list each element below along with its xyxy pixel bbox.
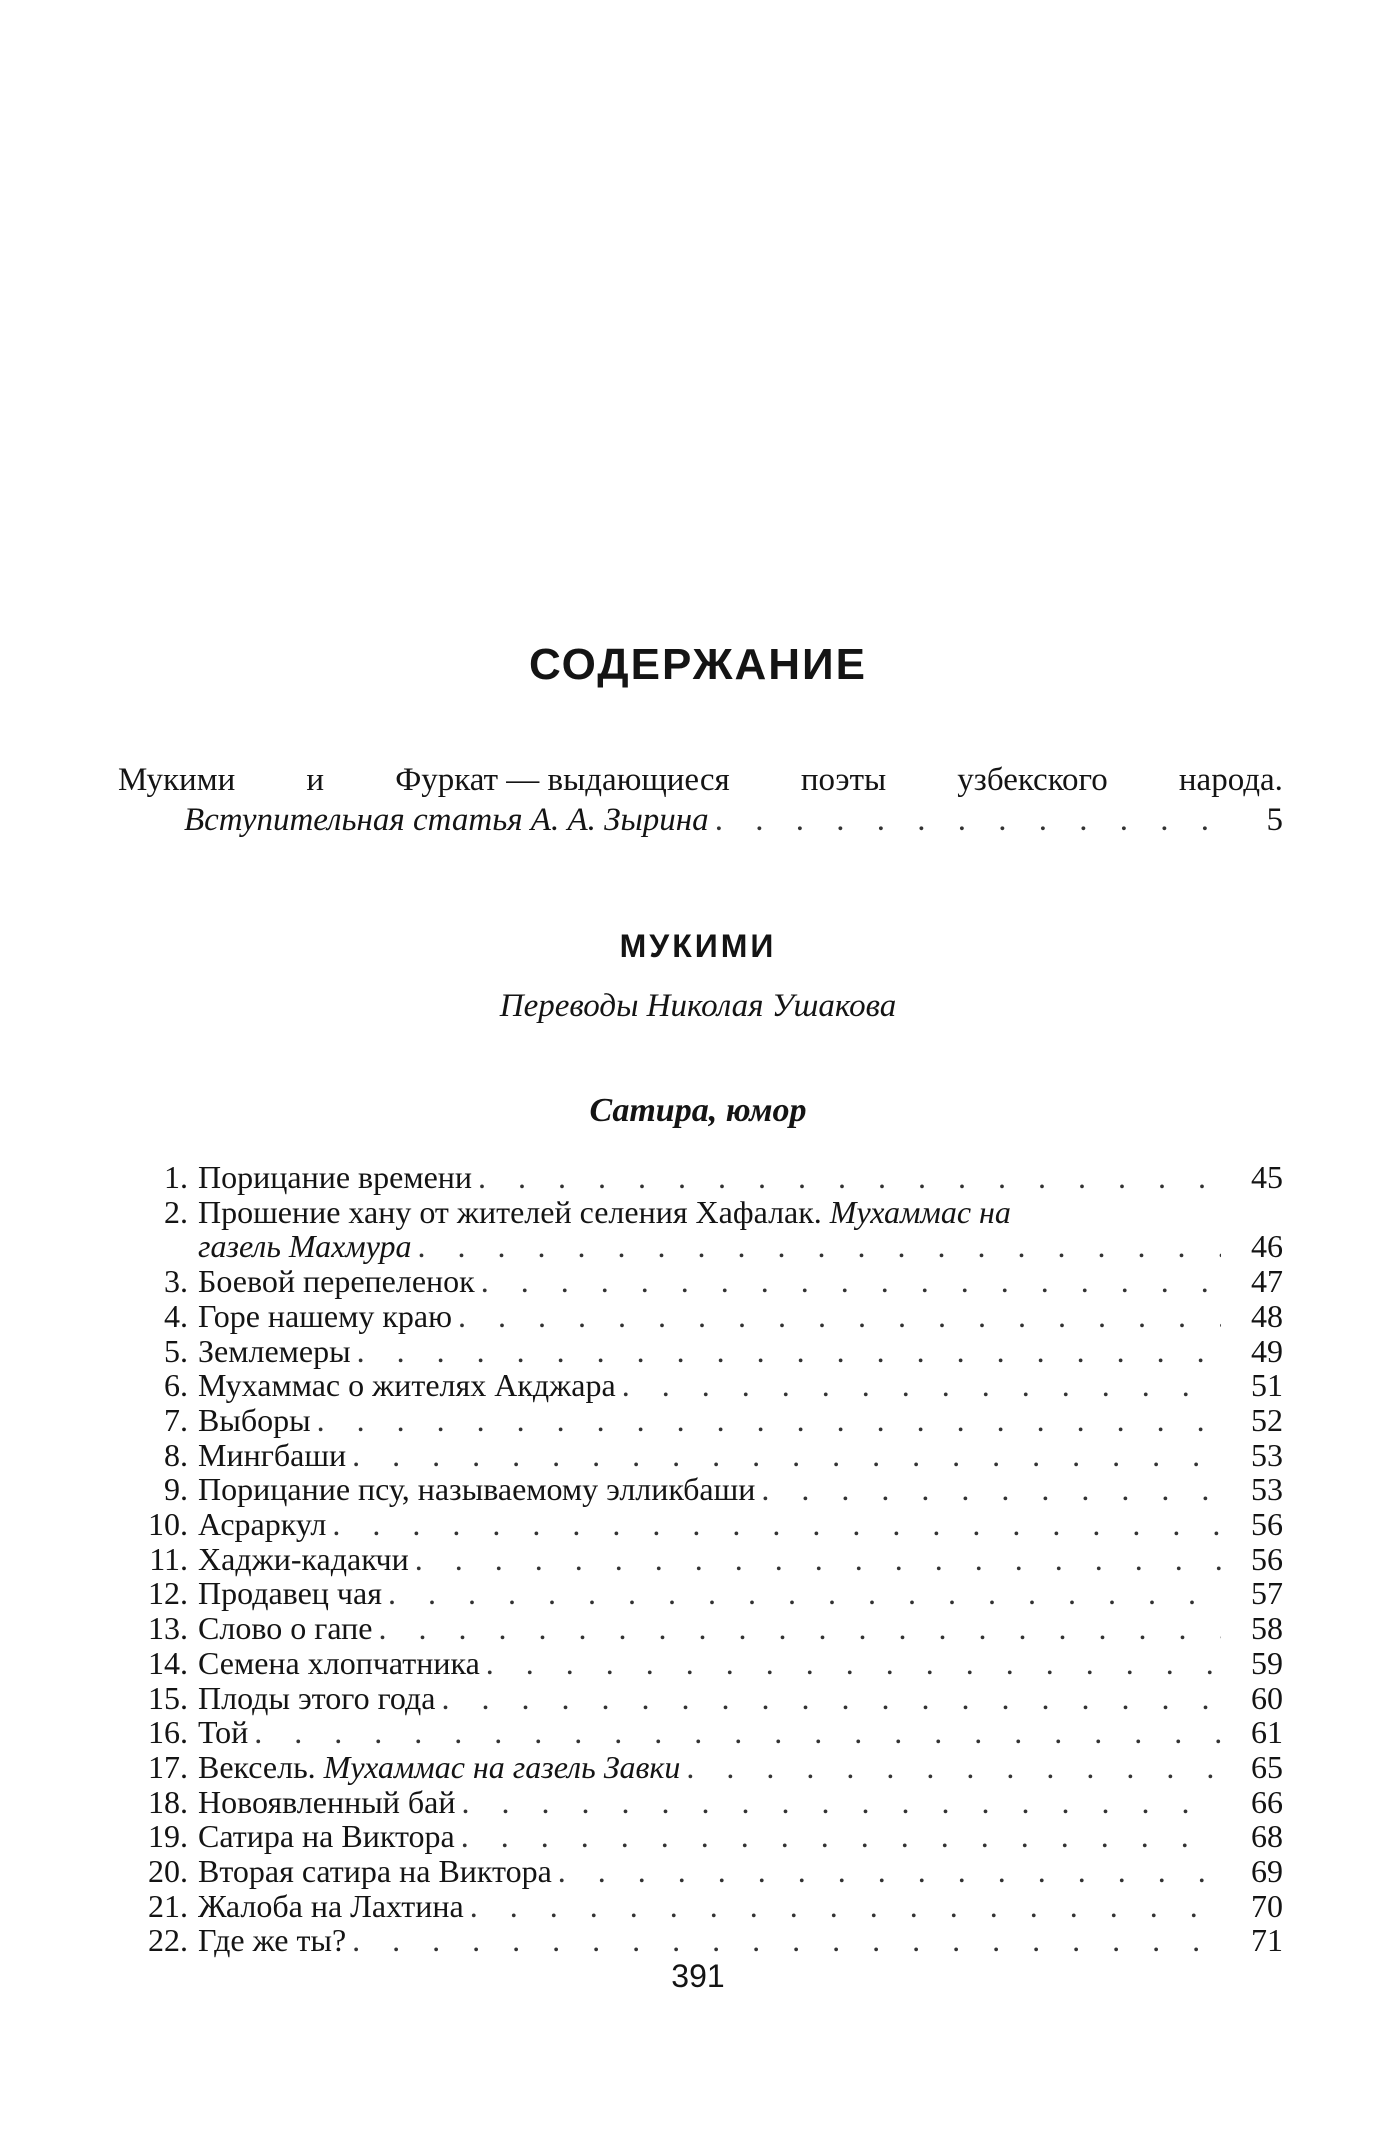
toc-entry-number: 12.: [148, 1575, 188, 1612]
toc-entry-number: 19.: [148, 1818, 188, 1855]
toc-entry-title: Порицание времени: [198, 1159, 473, 1195]
toc-entry-page-number: 47: [1251, 1263, 1283, 1300]
toc-entry[interactable]: [140, 1854, 1283, 1889]
toc-entry[interactable]: [140, 1785, 1283, 1820]
toc-entry-title: Выборы: [198, 1401, 311, 1438]
toc-entry-title: Той: [198, 1714, 249, 1751]
intro-word: узбекского: [957, 762, 1108, 798]
intro-entry: [118, 760, 1283, 840]
toc-entry[interactable]: [140, 1334, 1283, 1369]
toc-entry-title: Плоды этого года: [198, 1679, 436, 1716]
toc-entry-title: Новоявленный бай: [198, 1783, 456, 1820]
page-folio: 391: [671, 1958, 725, 1994]
toc-entry-page-number: 46: [1251, 1228, 1283, 1265]
toc-entry[interactable]: [140, 1646, 1283, 1681]
toc-entry[interactable]: [140, 1195, 1283, 1230]
toc-entry[interactable]: [140, 1750, 1283, 1785]
toc-entry-title: Прошение хану от жителей селения Хафалак.: [198, 1193, 822, 1230]
toc-entry-page-number: 53: [1251, 1471, 1283, 1508]
toc-entry-title: Продавец чая: [198, 1575, 382, 1612]
toc-entry-title: Боевой перепеленок: [198, 1263, 475, 1300]
toc-entry[interactable]: [140, 1438, 1283, 1473]
toc-entry-title: Сатира на Виктора: [198, 1818, 455, 1855]
intro-word: Фуркат — выдающиеся: [395, 762, 730, 798]
toc-entry-page-number: 70: [1251, 1887, 1283, 1924]
toc-entry[interactable]: [140, 1299, 1283, 1334]
toc-entry-title: Слово о гапе: [198, 1610, 373, 1647]
toc-entry[interactable]: [140, 1472, 1283, 1507]
leader-dots: [461, 1819, 1221, 1854]
toc-entry-number: 4.: [164, 1297, 188, 1334]
toc-entry-number: 10.: [148, 1506, 188, 1543]
toc-entry[interactable]: [140, 1611, 1283, 1646]
leader-dots: [352, 1438, 1221, 1473]
toc-entry-page-number: 52: [1251, 1401, 1283, 1438]
intro-word: Мукими: [118, 762, 236, 798]
toc-entry-number: 16.: [148, 1714, 188, 1751]
leader-dots: [461, 1785, 1221, 1820]
toc-entry-number: 6.: [164, 1367, 188, 1404]
toc-entry-title: Вексель.: [198, 1748, 316, 1785]
toc-entry-page-number: 49: [1251, 1332, 1283, 1369]
translator-line: Переводы Николая Ушакова: [499, 988, 897, 1024]
leader-dots: [761, 1472, 1221, 1507]
toc-entry-number: 14.: [148, 1644, 188, 1681]
leader-dots: [715, 800, 1221, 840]
toc-entry-page-number: 60: [1251, 1679, 1283, 1716]
leader-dots: [478, 1160, 1221, 1195]
toc-entry-number: 21.: [148, 1887, 188, 1924]
toc-entry[interactable]: [140, 1368, 1283, 1403]
toc-entry[interactable]: [140, 1681, 1283, 1716]
leader-dots: [558, 1854, 1221, 1889]
leader-dots: [481, 1264, 1221, 1299]
toc-entry-page-number: 71: [1251, 1922, 1283, 1959]
leader-dots: [486, 1646, 1221, 1681]
toc-entry-page-number: 45: [1251, 1159, 1283, 1195]
toc-entry-page-number: 68: [1251, 1818, 1283, 1855]
intro-word: и: [306, 762, 325, 798]
toc-entry-page-number: 65: [1251, 1748, 1283, 1785]
toc-entry-number: 15.: [148, 1679, 188, 1716]
toc-entry-page-number: 61: [1251, 1714, 1283, 1751]
intro-page-number: 5: [1266, 802, 1283, 838]
leader-dots: [686, 1750, 1221, 1785]
toc-entry-number: 17.: [148, 1748, 188, 1785]
page-title: СОДЕРЖАНИЕ: [528, 640, 868, 689]
toc-entry[interactable]: [140, 1576, 1283, 1611]
toc-entry-page-number: 69: [1251, 1853, 1283, 1890]
leader-dots: [317, 1403, 1221, 1438]
toc-entry-title: Хаджи-кадакчи: [198, 1540, 409, 1577]
toc-entry-number: 9.: [164, 1471, 188, 1508]
toc-entry[interactable]: [140, 1819, 1283, 1854]
leader-dots: [388, 1576, 1221, 1611]
toc-entry-number: 13.: [148, 1610, 188, 1647]
leader-dots: [622, 1368, 1221, 1403]
toc-entry-title: Мухаммас о жителях Акджара: [198, 1367, 616, 1404]
toc-entry[interactable]: [140, 1264, 1283, 1299]
intro-word: народа.: [1178, 762, 1283, 798]
toc-entry-title: Порицание псу, называемому элликбаши: [198, 1471, 756, 1508]
leader-dots: [418, 1229, 1222, 1264]
toc-entry-page-number: 48: [1251, 1297, 1283, 1334]
toc-entry[interactable]: [140, 1403, 1283, 1438]
toc-entry-number: 1.: [164, 1159, 188, 1195]
toc-entry-title: Асраркул: [198, 1506, 327, 1543]
intro-line-1: [118, 760, 1283, 800]
toc-entry-title: Вторая сатира на Виктора: [198, 1853, 552, 1890]
toc-entry-number: 20.: [148, 1853, 188, 1890]
toc-entry-number: 5.: [164, 1332, 188, 1369]
author-heading: МУКИМИ: [619, 928, 777, 964]
toc-entry-page-number: 56: [1251, 1540, 1283, 1577]
toc-entry[interactable]: [140, 1542, 1283, 1577]
intro-word: поэты: [800, 762, 887, 798]
toc-entry-title: Мингбаши: [198, 1436, 347, 1473]
toc-entry-page-number: 56: [1251, 1506, 1283, 1543]
toc-entry-title: Землемеры: [198, 1332, 351, 1369]
leader-dots: [470, 1889, 1221, 1924]
intro-subtitle: Вступительная статья А. А. Зырина: [184, 802, 709, 838]
toc-entry-number: 8.: [164, 1436, 188, 1473]
toc-entry-number: 7.: [164, 1401, 188, 1438]
toc-entry-title: Жалоба на Лахтина: [198, 1887, 464, 1924]
toc-entry-page-number: 66: [1251, 1783, 1283, 1820]
toc-entry[interactable]: [140, 1160, 1283, 1195]
toc-entry-number: 22.: [148, 1922, 188, 1959]
toc-entry-title: Семена хлопчатника: [198, 1644, 480, 1681]
toc-entry-page-number: 53: [1251, 1436, 1283, 1473]
toc-entry[interactable]: [140, 1507, 1283, 1542]
toc-list: [140, 1160, 1283, 1958]
toc-entry[interactable]: [140, 1715, 1283, 1750]
toc-entry-number: 18.: [148, 1783, 188, 1820]
toc-entry-page-number: 57: [1251, 1575, 1283, 1612]
toc-entry-title: Горе нашему краю: [198, 1297, 452, 1334]
toc-entry-page-number: 58: [1251, 1610, 1283, 1647]
toc-entry-title: Где же ты?: [198, 1922, 347, 1959]
toc-entry-page-number: 51: [1251, 1367, 1283, 1404]
toc-entry-subtitle: газель Махмура: [198, 1228, 412, 1265]
toc-entry[interactable]: [140, 1923, 1283, 1958]
section-heading: Сатира, юмор: [589, 1092, 807, 1129]
intro-line-2: [118, 800, 1283, 840]
toc-entry-subtitle: Мухаммас на газель Завки: [323, 1748, 681, 1785]
leader-dots: [254, 1715, 1221, 1750]
leader-dots: [378, 1611, 1221, 1646]
leader-dots: [357, 1334, 1221, 1369]
toc-entry-continuation[interactable]: [140, 1229, 1283, 1264]
toc-entry-number: 11.: [149, 1540, 188, 1577]
leader-dots: [332, 1507, 1221, 1542]
leader-dots: [352, 1923, 1221, 1958]
toc-entry-subtitle: Мухаммас на: [829, 1193, 1011, 1230]
toc-entry-page-number: 59: [1251, 1644, 1283, 1681]
leader-dots: [458, 1299, 1221, 1334]
toc-entry-number: 2.: [164, 1193, 188, 1230]
leader-dots: [441, 1681, 1221, 1716]
leader-dots: [415, 1542, 1221, 1577]
toc-entry-number: 3.: [164, 1263, 188, 1300]
toc-entry[interactable]: [140, 1889, 1283, 1924]
